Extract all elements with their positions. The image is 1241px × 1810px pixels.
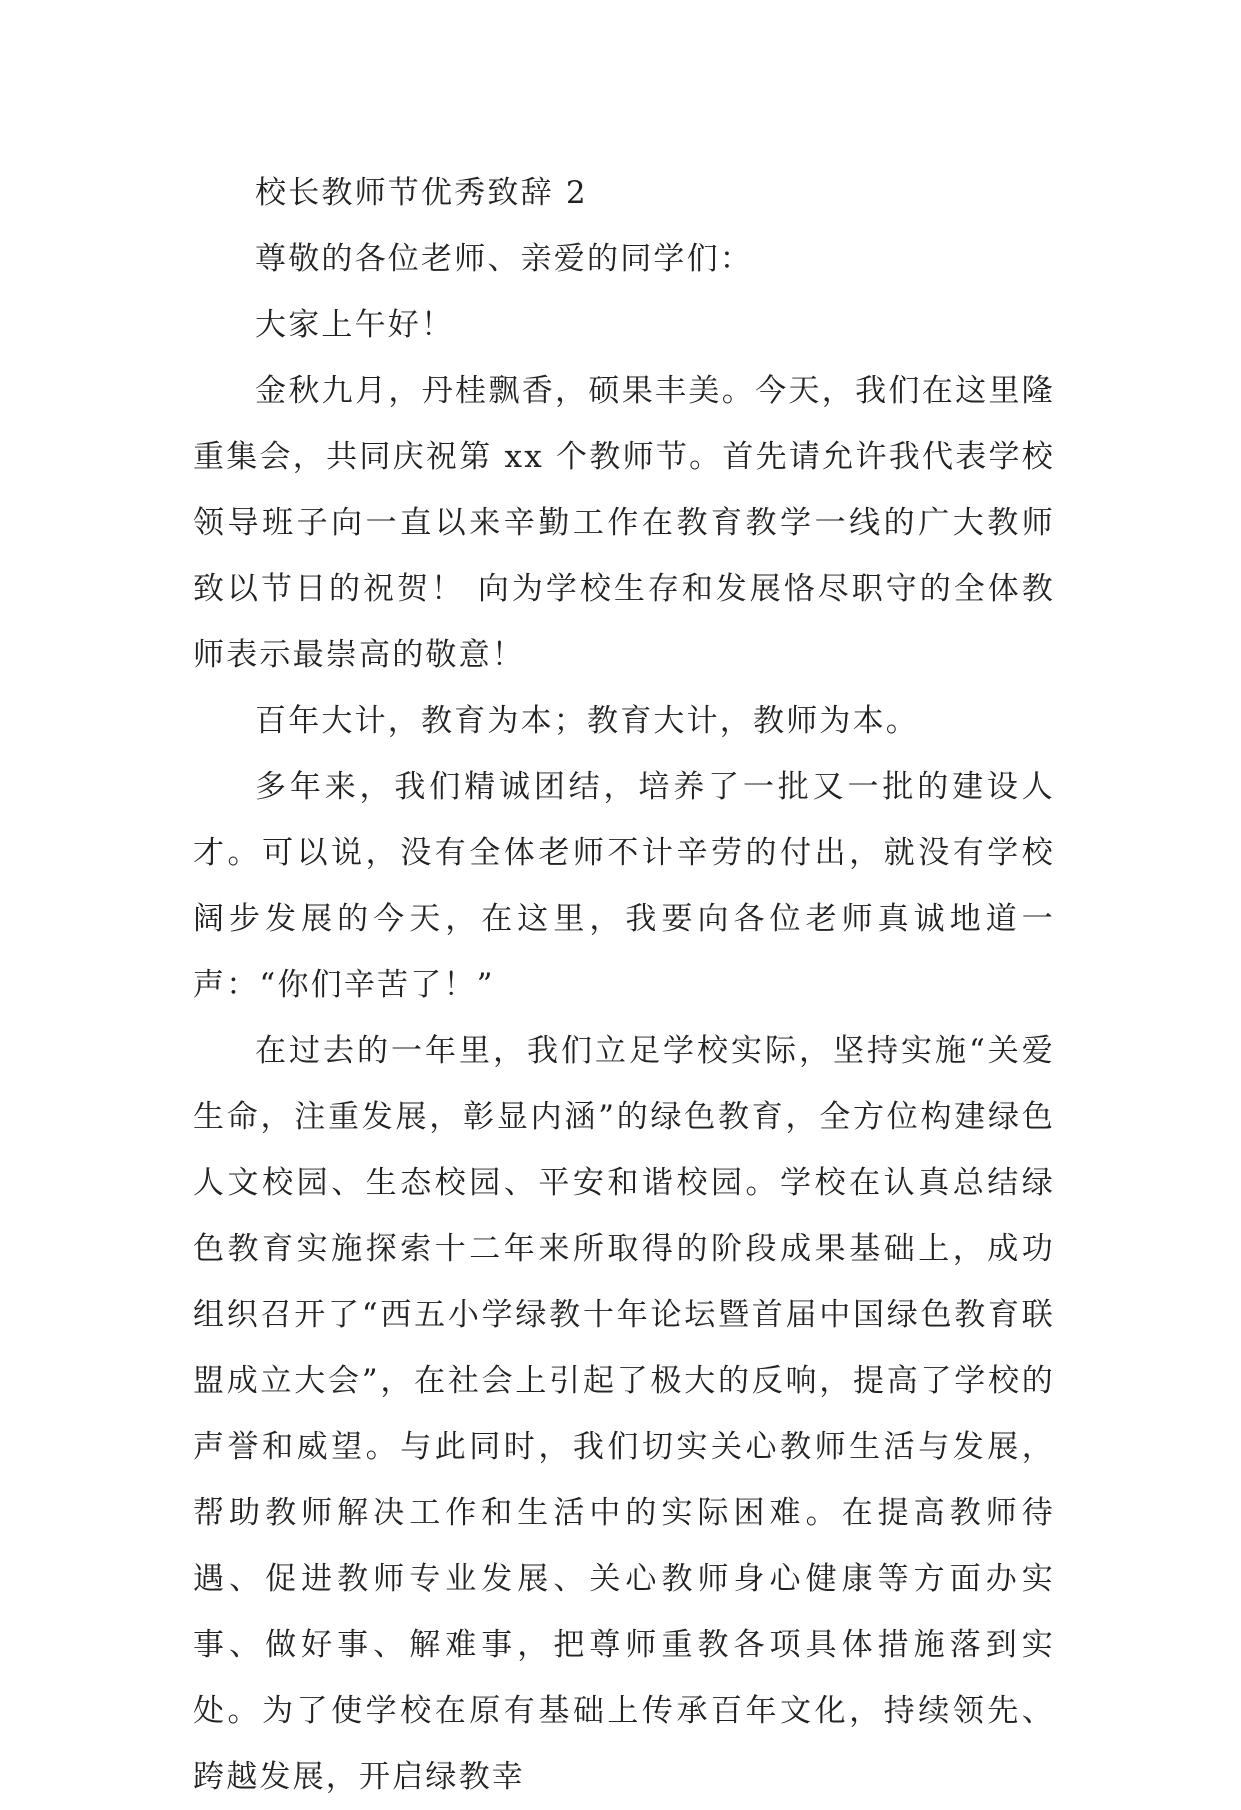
paragraph-thanks: 多年来，我们精诚团结，培养了一批又一批的建设人才。可以说，没有全体老师不计辛劳的付出，就没有学校阔步发展的今天，在这里，我要向各位老师真诚地道一声：“你们辛苦了！” <box>193 769 1055 1003</box>
greeting: 大家上午好！ <box>255 307 455 343</box>
paragraph-review: 在过去的一年里，我们立足学校实际，坚持实施“关爱生命，注重发展，彰显内涵”的绿色教育，全方位构建绿色人文校园、生态校园、平安和谐校园。学校在认真总结绿色教育实施探索十二年来所取得的阶段成果基础上，成功组织召开了“西五小学绿教十年论坛暨首届中国绿色教育联盟成立大会”，在社会上引起了极大的反响，提高了学校的声誉和威望。与此同时，我们切实关心教师生活与发展，帮助教师解决工作和生活中的实际困难。在提高教师待遇、促进教师专业发展、关心教师身心健康等方面办实事、做好事、解难事，把尊师重教各项具体措施落到实处。为了使学校在原有基础上传承百年文化，持续领先、跨越发展，开启绿教幸 <box>193 1033 1055 1795</box>
salutation: 尊敬的各位老师、亲爱的同学们： <box>255 241 753 277</box>
paragraph-opening: 金秋九月，丹桂飘香，硕果丰美。今天，我们在这里隆重集会，共同庆祝第 xx 个教师节。首先请允许我代表学校领导班子向一直以来辛勤工作在教育教学一线的广大教师致以节日的祝贺！ 向为学校生存和发展恪尽职守的全体教师表示最崇高的敬意！ <box>193 373 1055 673</box>
document-title: 校长教师节优秀致辞 2 <box>255 175 588 211</box>
document-body <box>193 160 1055 1810</box>
paragraph-motto: 百年大计，教育为本；教育大计，教师为本。 <box>255 703 919 739</box>
